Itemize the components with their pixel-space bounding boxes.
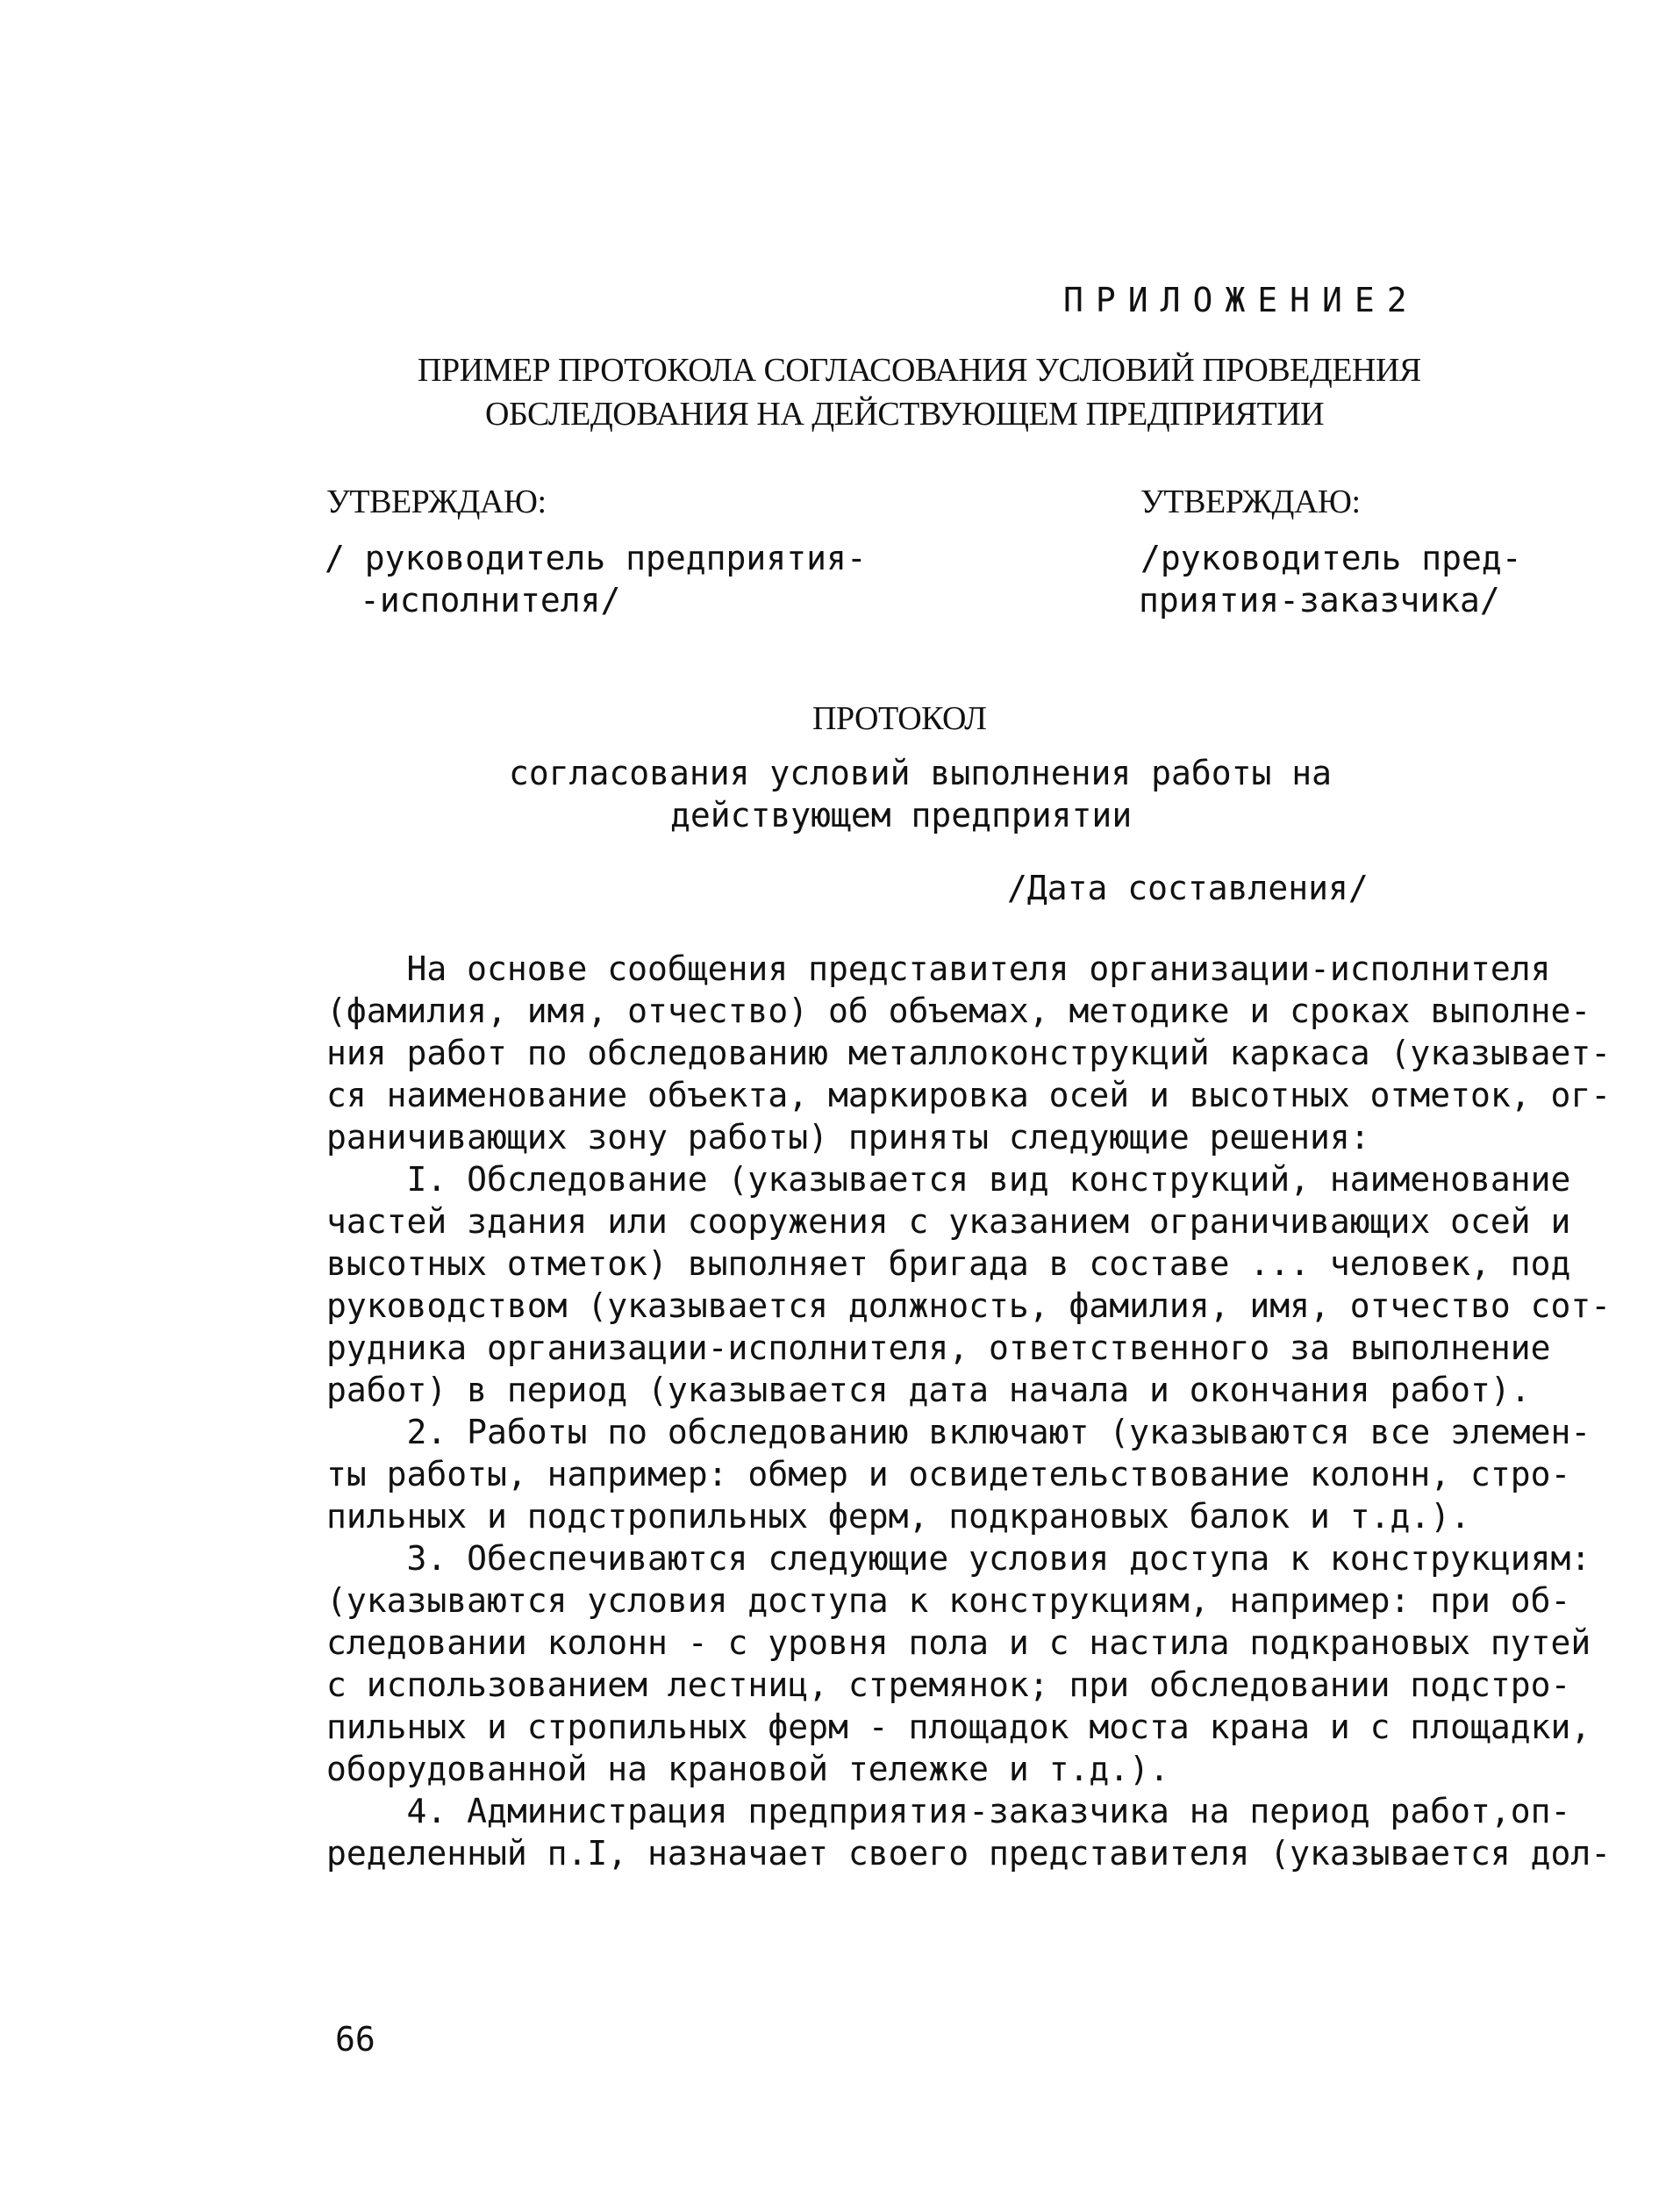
protocol-subtitle-line-2: действующем предприятии	[670, 796, 1133, 834]
approval-label-customer: УТВЕРЖДАЮ:	[1140, 483, 1361, 520]
document-title-line-2: ОБСЛЕДОВАНИЯ НА ДЕЙСТВУЮЩЕМ ПРЕДПРИЯТИИ	[485, 396, 1325, 433]
body-line: 2. Работы по обследованию включают (указываются все элемен-	[326, 1413, 1591, 1451]
body-line: ния работ по обследованию металлоконструкций каркаса (указывает-	[326, 1034, 1612, 1072]
protocol-body	[326, 948, 1612, 1874]
body-line: пильных и подстропильных ферм, подкрановых балок и т.д.).	[326, 1497, 1471, 1536]
protocol-subtitle-line-1: согласования условий выполнения работы на	[509, 754, 1332, 792]
body-line: 4. Администрация предприятия-заказчика на период работ,оп-	[326, 1792, 1571, 1830]
body-line: руководством (указывается должность, фамилия, имя, отчество сот-	[326, 1286, 1612, 1325]
body-line: оборудованной на крановой тележке и т.д.).	[326, 1750, 1169, 1788]
protocol-heading: ПРОТОКОЛ	[812, 700, 987, 737]
appendix-label: ПРИЛОЖЕНИЕ2	[1063, 281, 1419, 319]
body-line: I. Обследование (указывается вид конструкций, наименование	[326, 1160, 1571, 1199]
document-title-line-1: ПРИМЕР ПРОТОКОЛА СОГЛАСОВАНИЯ УСЛОВИЙ ПРОВЕДЕНИЯ	[418, 352, 1421, 389]
body-line: ся наименование объекта, маркировка осей и высотных отметок, ог-	[326, 1076, 1612, 1114]
body-line: 3. Обеспечиваются следующие условия доступа к конструкциям:	[326, 1539, 1591, 1578]
body-line: следовании колонн - с уровня пола и с настила подкрановых путей	[326, 1623, 1591, 1662]
executor-signatory-line-1: / руководитель предприятия-	[325, 539, 867, 577]
page-number: 66	[335, 2020, 375, 2059]
body-line: с использованием лестниц, стремянок; при обследовании подстро-	[326, 1665, 1571, 1704]
date-placeholder: /Дата составления/	[1007, 869, 1369, 907]
customer-signatory-line-2: приятия-заказчика/	[1139, 581, 1500, 620]
customer-signatory-line-1: /руководитель пред-	[1140, 539, 1522, 577]
body-line: ты работы, например: обмер и освидетельствование колонн, стро-	[326, 1455, 1571, 1493]
approval-label-executor: УТВЕРЖДАЮ:	[326, 483, 547, 520]
body-line: высотных отметок) выполняет бригада в составе ... человек, под	[326, 1244, 1571, 1283]
body-line: На основе сообщения представителя организации-исполнителя	[326, 949, 1551, 988]
body-line: (указываются условия доступа к конструкциям, например: при об-	[326, 1581, 1571, 1620]
body-line: частей здания или сооружения с указанием ограничивающих осей и	[326, 1202, 1571, 1241]
body-line: рудника организации-исполнителя, ответственного за выполнение	[326, 1329, 1551, 1367]
executor-signatory-line-2: -исполнителя/	[360, 581, 621, 620]
body-line: раничивающих зону работы) приняты следующие решения:	[326, 1118, 1370, 1157]
body-line: ределенный п.I, назначает своего представителя (указывается дол-	[326, 1834, 1612, 1873]
body-line: работ) в период (указывается дата начала и окончания работ).	[326, 1371, 1531, 1409]
body-line: пильных и стропильных ферм - площадок моста крана и с площадки,	[326, 1708, 1591, 1746]
body-line: (фамилия, имя, отчество) об объемах, методике и сроках выполне-	[326, 992, 1591, 1030]
